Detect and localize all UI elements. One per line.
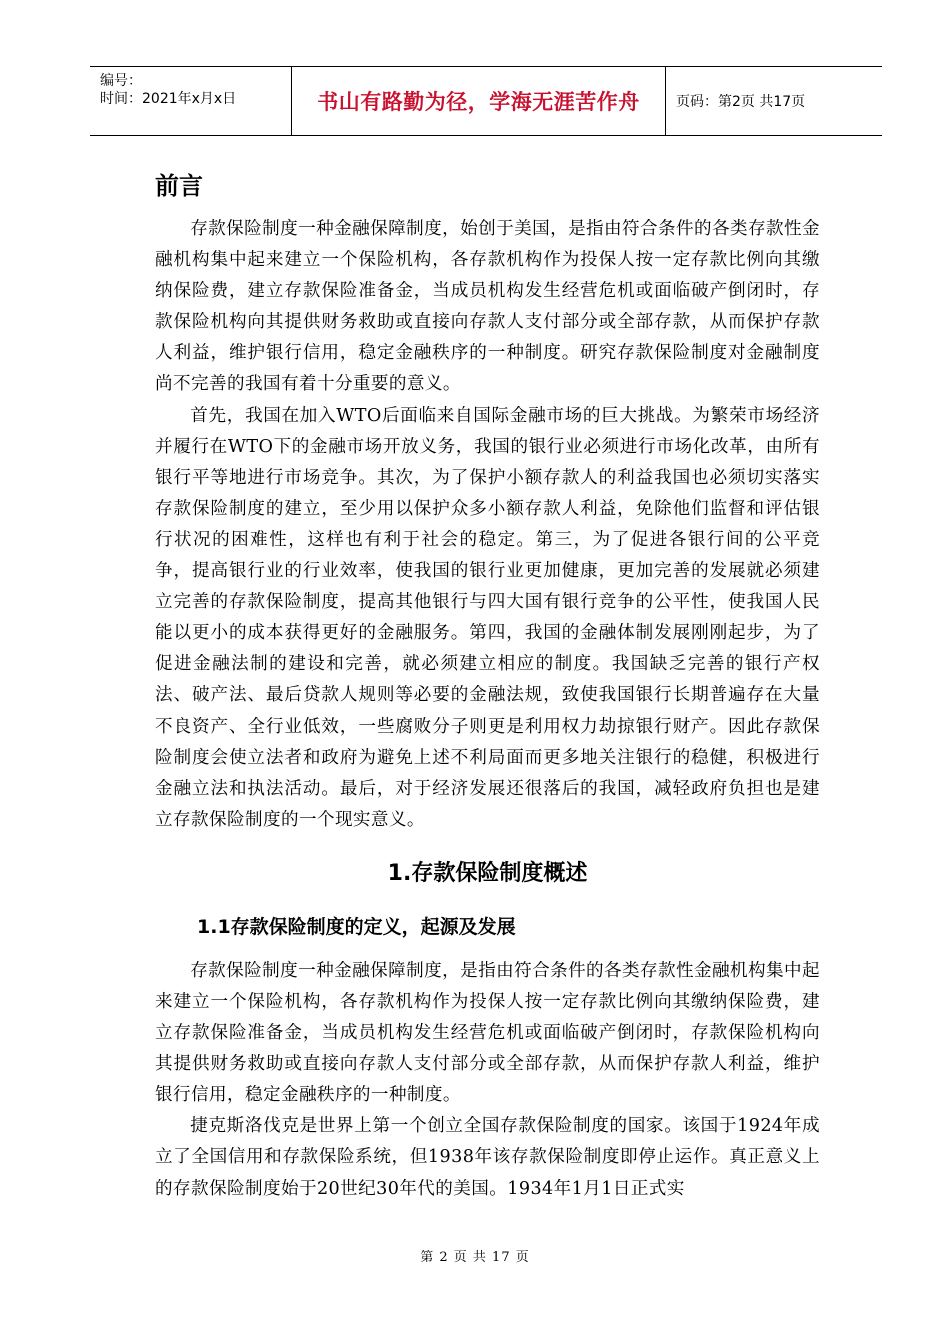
page-footer: 第 2 页 共 17 页 <box>420 1250 530 1265</box>
preface-title: 前言 <box>155 172 203 200</box>
preface-paragraph: 存款保险制度一种金融保障制度，始创于美国，是指由符合条件的各类存款性金融机构集中起来建立一个保险机构，各存款机构作为投保人按一定存款比例向其缴纳保险费，建立存款保险准备金，当成员机构发生经营危机或面临破产倒闭时，存款保险机构向其提供财务救助或直接向存款人支付部分或全部存款，从而保护存款人利益，维护银行信用，稳定金融秩序的一种制度。研究存款保险制度对金融制度尚不完善的我国有着十分重要的意义。 <box>155 219 820 395</box>
section-heading: 1.存款保险制度概述 <box>387 860 588 886</box>
header-page-label: 页码：第2页 共17页 <box>676 94 806 110</box>
header-meta-cell <box>90 67 292 135</box>
preface-paragraph: 首先，我国在加入WTO后面临来自国际金融市场的巨大挑战。为繁荣市场经济并履行在WTO下的金融市场开放义务，我国的银行业必须进行市场化改革，由所有银行平等地进行市场竞争。其次，为了保护小额存款人的利益我国也必须切实落实存款保险制度的建立，至少用以保护众多小额存款人利益，免除他们监督和评估银行状况的困难性，这样也有利于社会的稳定。第三，为了促进各银行间的公平竞争，提高银行业的行业效率，使我国的银行业更加健康，更加完善的发展就必须建立完善的存款保险制度，提高其他银行与四大国有银行竞争的公平性，使我国人民能以更小的成本获得更好的金融服务。第四，我国的金融体制发展刚刚起步，为了促进金融法制的建设和完善，就必须建立相应的制度。我国缺乏完善的银行产权法、破产法、最后贷款人规则等必要的金融法规，致使我国银行长期普遍存在大量不良资产、全行业低效，一些腐败分子则更是利用权力劫掠银行财产。因此存款保险制度会使立法者和政府为避免上述不利局面而更多地关注银行的稳健，积极进行金融立法和执法活动。最后，对于经济发展还很落后的我国，减轻政府负担也是建立存款保险制度的一个现实意义。 <box>155 405 820 830</box>
document-body <box>155 166 820 1205</box>
header-code-label: 编号： <box>100 73 142 89</box>
header-motto: 书山有路勤为径，学海无涯苦作舟 <box>292 67 666 135</box>
section-paragraph: 存款保险制度一种金融保障制度，是指由符合条件的各类存款性金融机构集中起来建立一个保险机构，各存款机构作为投保人按一定存款比例向其缴纳保险费，建立存款保险准备金，当成员机构发生经营危机或面临破产倒闭时，存款保险机构向其提供财务救助或直接向存款人支付部分或全部存款，从而保护存款人利益，维护银行信用，稳定金融秩序的一种制度。 <box>155 960 820 1106</box>
page-header-table <box>90 66 882 136</box>
header-time-label: 时间：2021年x月x日 <box>100 91 237 107</box>
section-paragraph: 捷克斯洛伐克是世界上第一个创立全国存款保险制度的国家。该国于1924年成立了全国信用和存款保险系统，但1938年该存款保险制度即停止运作。真正意义上的存款保险制度始于20世纪30年代的美国。1934年1月1日正式实 <box>155 1116 820 1199</box>
subsection-heading: 1.1存款保险制度的定义，起源及发展 <box>197 915 516 938</box>
